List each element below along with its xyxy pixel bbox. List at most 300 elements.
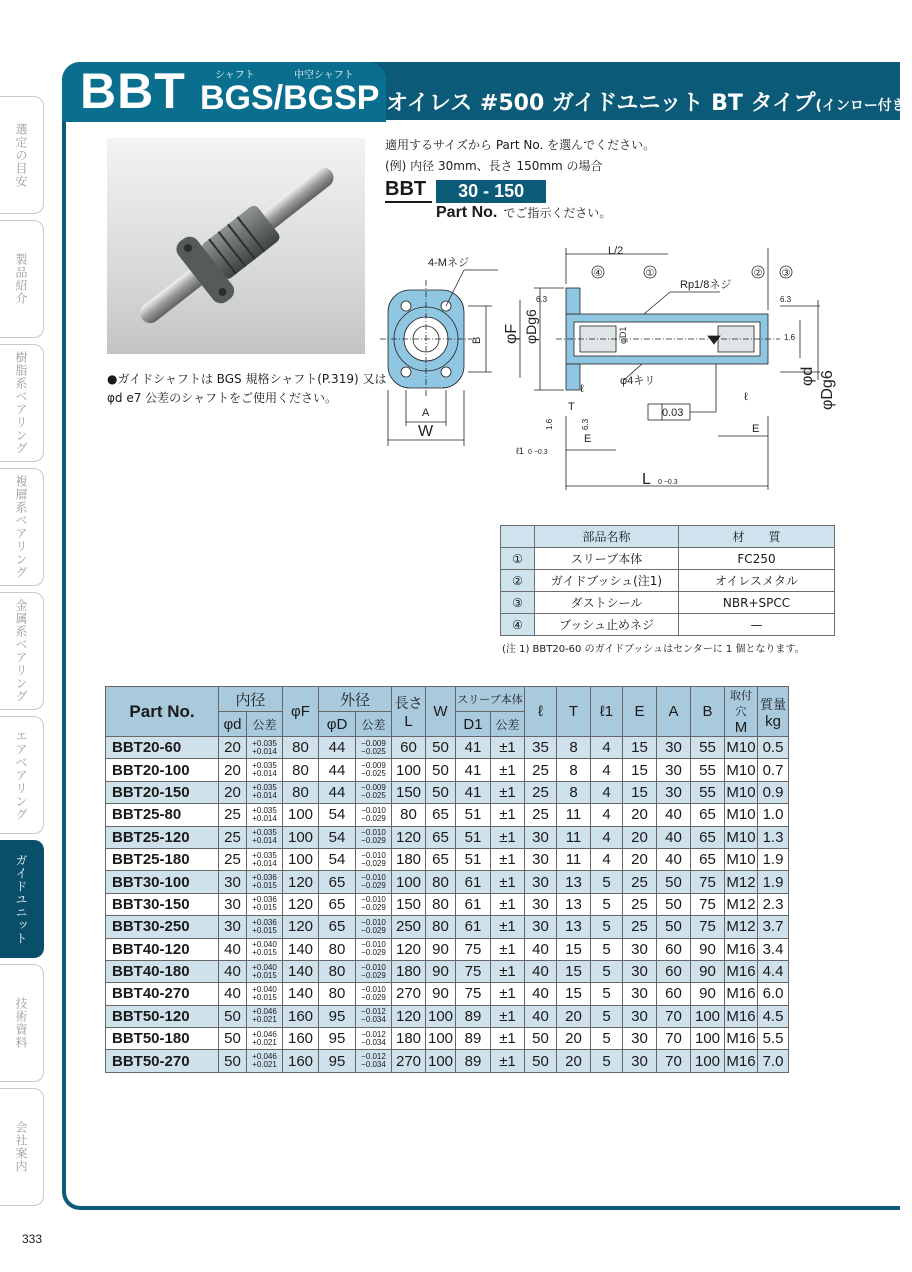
- hdr-mass: 質量 kg: [758, 687, 789, 737]
- hdr-E: E: [623, 687, 657, 737]
- table-row: [106, 1028, 789, 1050]
- cell-D1: 89: [456, 1028, 491, 1050]
- cell-tolerance: −0.012 −0.034: [356, 1005, 392, 1027]
- cell-l1: 4: [591, 737, 623, 759]
- cell-l1: 5: [591, 1050, 623, 1072]
- cell-A: 50: [657, 893, 691, 915]
- cell-kg: 0.9: [758, 781, 789, 803]
- cell-W: 80: [426, 893, 456, 915]
- cell-B: 100: [691, 1005, 725, 1027]
- cell-F: 100: [283, 826, 319, 848]
- cell-W: 65: [426, 848, 456, 870]
- page-number: 333: [22, 1232, 43, 1246]
- cell-W: 100: [426, 1050, 456, 1072]
- cell-M: M10: [725, 781, 758, 803]
- cell-L: 100: [392, 759, 426, 781]
- cell-tolerance: −0.010 −0.029: [356, 871, 392, 893]
- cell-l: 30: [525, 826, 557, 848]
- cell-pm: ±1: [491, 804, 525, 826]
- cell-M: M16: [725, 938, 758, 960]
- cell-tolerance: +0.036 +0.015: [247, 916, 283, 938]
- tab-metal-bearings[interactable]: 金属系ベアリング: [0, 592, 44, 710]
- cell-W: 100: [426, 1005, 456, 1027]
- cell-tolerance: −0.009 −0.025: [356, 759, 392, 781]
- cell-tolerance: +0.040 +0.015: [247, 983, 283, 1005]
- cell-W: 65: [426, 826, 456, 848]
- cell-kg: 5.5: [758, 1028, 789, 1050]
- cell-A: 40: [657, 826, 691, 848]
- cell-pm: ±1: [491, 759, 525, 781]
- cell-B: 75: [691, 871, 725, 893]
- cell-tolerance: +0.035 +0.014: [247, 826, 283, 848]
- cell-M: M12: [725, 916, 758, 938]
- technical-drawing: [380, 240, 850, 498]
- cell-d: 50: [219, 1050, 247, 1072]
- callout-3: ③: [781, 268, 791, 279]
- cell-l1: 4: [591, 804, 623, 826]
- table-row: [106, 781, 789, 803]
- cell-L: 60: [392, 737, 426, 759]
- dim-d: φd: [799, 366, 816, 386]
- cell-part-no: BBT20-60: [106, 737, 219, 759]
- spec-body: [106, 737, 789, 1073]
- cell-F: 100: [283, 804, 319, 826]
- cell-D: 65: [319, 916, 356, 938]
- cell-D: 95: [319, 1028, 356, 1050]
- tab-products[interactable]: 製品紹介: [0, 220, 44, 338]
- table-row: [106, 804, 789, 826]
- cell-kg: 1.9: [758, 871, 789, 893]
- cell-M: M10: [725, 826, 758, 848]
- tab-guide-units[interactable]: ガイドユニット: [0, 840, 44, 958]
- cell-l1: 5: [591, 1005, 623, 1027]
- code-value: 30 - 150: [436, 180, 546, 203]
- cell-tolerance: +0.036 +0.015: [247, 871, 283, 893]
- cell-d: 25: [219, 848, 247, 870]
- cell-D1: 41: [456, 759, 491, 781]
- cell-T: 8: [557, 781, 591, 803]
- cell-B: 65: [691, 848, 725, 870]
- cell-M: M10: [725, 804, 758, 826]
- cell-M: M16: [725, 960, 758, 982]
- cell-tolerance: −0.012 −0.034: [356, 1028, 392, 1050]
- cell-L: 270: [392, 1050, 426, 1072]
- cell-tolerance: −0.010 −0.029: [356, 960, 392, 982]
- cell-d: 40: [219, 983, 247, 1005]
- dim-phiDg6: φDg6: [523, 309, 539, 344]
- cell-W: 80: [426, 871, 456, 893]
- cell-E: 15: [623, 759, 657, 781]
- tab-air-bearings[interactable]: エアベアリング: [0, 716, 44, 834]
- cell-B: 100: [691, 1050, 725, 1072]
- cell-L: 270: [392, 983, 426, 1005]
- cell-pm: ±1: [491, 938, 525, 960]
- cell-D1: 41: [456, 737, 491, 759]
- hdr-B: B: [691, 687, 725, 737]
- cell-kg: 3.7: [758, 916, 789, 938]
- cell-M: M12: [725, 893, 758, 915]
- dim-l1-tol: 0 −0.3: [528, 449, 548, 456]
- table-row: [106, 983, 789, 1005]
- cell-part-no: BBT30-250: [106, 916, 219, 938]
- dim-l: ℓ: [580, 383, 584, 395]
- cell-pm: ±1: [491, 737, 525, 759]
- cell-B: 55: [691, 759, 725, 781]
- cell-part-no: BBT40-120: [106, 938, 219, 960]
- mat-row: ① スリーブ本体 FC250: [501, 548, 835, 570]
- cell-part-no: BBT30-100: [106, 871, 219, 893]
- cell-l1: 4: [591, 848, 623, 870]
- ordering-instruction: 適用するサイズから Part No. を選んでください。: [385, 138, 656, 152]
- tab-company-info[interactable]: 会社案内: [0, 1088, 44, 1206]
- cell-L: 180: [392, 960, 426, 982]
- cell-A: 50: [657, 916, 691, 938]
- cell-tolerance: +0.046 +0.021: [247, 1005, 283, 1027]
- series-title: BBT: [80, 63, 186, 119]
- mat-row: ③ ダストシール NBR+SPCC: [501, 592, 835, 614]
- cell-F: 120: [283, 871, 319, 893]
- cell-M: M10: [725, 737, 758, 759]
- cell-D1: 51: [456, 804, 491, 826]
- hdr-A: A: [657, 687, 691, 737]
- cell-kg: 0.7: [758, 759, 789, 781]
- cell-F: 160: [283, 1050, 319, 1072]
- roughness-left: 6.3: [536, 295, 548, 304]
- roughness-bottom: 1.6: [545, 418, 554, 430]
- dim-half-length: L/2: [608, 245, 624, 257]
- table-row: [106, 848, 789, 870]
- callout-1: ①: [645, 268, 655, 279]
- cell-pm: ±1: [491, 826, 525, 848]
- spec-table: [105, 686, 789, 1073]
- cell-tolerance: +0.035 +0.014: [247, 759, 283, 781]
- cell-E: 20: [623, 826, 657, 848]
- cell-kg: 1.9: [758, 848, 789, 870]
- table-row: [106, 1005, 789, 1027]
- cell-d: 20: [219, 781, 247, 803]
- cell-E: 30: [623, 1028, 657, 1050]
- dim-thread: 4-Mネジ: [428, 257, 469, 269]
- callouts: [592, 266, 792, 279]
- cell-kg: 0.5: [758, 737, 789, 759]
- cell-E: 25: [623, 916, 657, 938]
- cell-A: 70: [657, 1028, 691, 1050]
- hdr-phid: φd: [219, 712, 247, 737]
- cell-l1: 5: [591, 893, 623, 915]
- cell-d: 40: [219, 938, 247, 960]
- roughness-right: 6.3: [780, 295, 792, 304]
- cell-M: M16: [725, 1050, 758, 1072]
- cell-D1: 51: [456, 826, 491, 848]
- cell-D: 54: [319, 804, 356, 826]
- cell-D: 44: [319, 781, 356, 803]
- dim-Dg6-right: φDg6: [819, 370, 836, 410]
- tab-multilayer-bearings[interactable]: 複層系ベアリング: [0, 468, 44, 586]
- hdr-T: T: [557, 687, 591, 737]
- cell-tolerance: −0.010 −0.029: [356, 938, 392, 960]
- cell-D: 44: [319, 737, 356, 759]
- product-photo: [107, 138, 365, 354]
- cell-L: 120: [392, 938, 426, 960]
- cell-T: 13: [557, 871, 591, 893]
- cell-L: 120: [392, 1005, 426, 1027]
- cell-W: 65: [426, 804, 456, 826]
- ordering-code: [385, 178, 546, 203]
- cell-E: 15: [623, 781, 657, 803]
- cell-pm: ±1: [491, 916, 525, 938]
- table-row: [106, 938, 789, 960]
- cell-T: 11: [557, 826, 591, 848]
- cell-W: 50: [426, 781, 456, 803]
- cell-l: 50: [525, 1050, 557, 1072]
- cell-E: 20: [623, 804, 657, 826]
- cell-l: 50: [525, 1028, 557, 1050]
- dim-L-tol: 0 −0.3: [658, 479, 678, 486]
- cell-F: 140: [283, 983, 319, 1005]
- cell-L: 150: [392, 893, 426, 915]
- cell-T: 20: [557, 1005, 591, 1027]
- cell-W: 50: [426, 737, 456, 759]
- cell-l: 25: [525, 759, 557, 781]
- dim-B: B: [471, 336, 483, 344]
- table-row: [106, 759, 789, 781]
- cell-T: 15: [557, 983, 591, 1005]
- cell-pm: ±1: [491, 871, 525, 893]
- cell-E: 30: [623, 938, 657, 960]
- cell-E: 15: [623, 737, 657, 759]
- cell-D: 54: [319, 848, 356, 870]
- cell-D: 44: [319, 759, 356, 781]
- table-row: [106, 871, 789, 893]
- cell-A: 60: [657, 983, 691, 1005]
- hdr-outer: 外径: [319, 687, 392, 712]
- cell-D1: 75: [456, 960, 491, 982]
- cell-d: 20: [219, 759, 247, 781]
- cell-A: 70: [657, 1050, 691, 1072]
- ruby-shaft: シャフト: [215, 70, 255, 81]
- cell-tolerance: −0.010 −0.029: [356, 893, 392, 915]
- cell-kg: 7.0: [758, 1050, 789, 1072]
- cell-tolerance: +0.036 +0.015: [247, 893, 283, 915]
- cell-W: 100: [426, 1028, 456, 1050]
- hdr-length: 長さ L: [392, 687, 426, 737]
- table-row: [106, 1050, 789, 1072]
- cell-D1: 75: [456, 983, 491, 1005]
- cell-part-no: BBT40-270: [106, 983, 219, 1005]
- cell-M: M12: [725, 871, 758, 893]
- cell-M: M10: [725, 848, 758, 870]
- cell-D: 80: [319, 960, 356, 982]
- cell-kg: 1.3: [758, 826, 789, 848]
- cell-B: 55: [691, 737, 725, 759]
- cell-W: 90: [426, 983, 456, 1005]
- shaft-types: BGS/BGSP: [200, 79, 380, 117]
- cell-B: 55: [691, 781, 725, 803]
- cell-tolerance: −0.010 −0.029: [356, 983, 392, 1005]
- cell-part-no: BBT20-100: [106, 759, 219, 781]
- cell-L: 80: [392, 804, 426, 826]
- cell-E: 30: [623, 1050, 657, 1072]
- cell-kg: 4.4: [758, 960, 789, 982]
- cell-T: 15: [557, 938, 591, 960]
- tab-selection-guide[interactable]: 選定の目安: [0, 96, 44, 214]
- cell-d: 20: [219, 737, 247, 759]
- cell-T: 15: [557, 960, 591, 982]
- cell-tolerance: −0.010 −0.029: [356, 848, 392, 870]
- roughness-inner: 1.6: [784, 333, 796, 342]
- cell-pm: ±1: [491, 893, 525, 915]
- cell-M: M16: [725, 1028, 758, 1050]
- table-row: [106, 916, 789, 938]
- cell-F: 160: [283, 1028, 319, 1050]
- cell-l1: 4: [591, 759, 623, 781]
- cell-l: 35: [525, 737, 557, 759]
- dim-l-right: ℓ: [744, 391, 748, 403]
- cell-l: 25: [525, 781, 557, 803]
- hdr-phiD: φD: [319, 712, 356, 737]
- table-row: [106, 737, 789, 759]
- cell-d: 50: [219, 1005, 247, 1027]
- cell-F: 140: [283, 938, 319, 960]
- dim-W: W: [418, 423, 434, 440]
- cell-tolerance: +0.040 +0.015: [247, 960, 283, 982]
- cell-part-no: BBT50-270: [106, 1050, 219, 1072]
- front-view: [380, 270, 498, 446]
- cell-F: 140: [283, 960, 319, 982]
- cell-E: 25: [623, 871, 657, 893]
- cell-kg: 2.3: [758, 893, 789, 915]
- hdr-l1: ℓ1: [591, 687, 623, 737]
- table-row: [106, 893, 789, 915]
- cell-T: 13: [557, 893, 591, 915]
- cell-A: 30: [657, 781, 691, 803]
- cell-D1: 61: [456, 893, 491, 915]
- cell-W: 90: [426, 938, 456, 960]
- cell-l1: 4: [591, 781, 623, 803]
- cell-L: 250: [392, 916, 426, 938]
- cell-W: 50: [426, 759, 456, 781]
- cell-B: 75: [691, 893, 725, 915]
- cell-T: 8: [557, 737, 591, 759]
- ruby-hollow-shaft: 中空シャフト: [294, 70, 354, 81]
- cell-B: 100: [691, 1028, 725, 1050]
- cell-tolerance: −0.012 −0.034: [356, 1050, 392, 1072]
- cell-tolerance: +0.035 +0.014: [247, 848, 283, 870]
- cell-pm: ±1: [491, 1028, 525, 1050]
- dim-drill: φ4キリ: [620, 375, 656, 387]
- mat-header-no: [501, 526, 535, 548]
- cell-D: 95: [319, 1050, 356, 1072]
- cell-D1: 51: [456, 848, 491, 870]
- callout-2: ②: [753, 268, 763, 279]
- cell-l: 30: [525, 893, 557, 915]
- cell-part-no: BBT40-180: [106, 960, 219, 982]
- cell-F: 120: [283, 893, 319, 915]
- cell-D1: 41: [456, 781, 491, 803]
- tab-technical-data[interactable]: 技術資料: [0, 964, 44, 1082]
- cell-E: 30: [623, 983, 657, 1005]
- hdr-mount: 取付穴 M: [725, 687, 758, 737]
- cell-pm: ±1: [491, 781, 525, 803]
- hdr-tol: 公差: [247, 712, 283, 737]
- cell-d: 50: [219, 1028, 247, 1050]
- cell-D1: 89: [456, 1005, 491, 1027]
- cell-tolerance: +0.040 +0.015: [247, 938, 283, 960]
- cell-l1: 5: [591, 1028, 623, 1050]
- dim-E-right: E: [752, 423, 760, 435]
- cell-D: 54: [319, 826, 356, 848]
- cell-F: 120: [283, 916, 319, 938]
- cell-tolerance: +0.046 +0.021: [247, 1050, 283, 1072]
- cell-l: 40: [525, 983, 557, 1005]
- cell-W: 90: [426, 960, 456, 982]
- tab-resin-bearings[interactable]: 樹脂系ベアリング: [0, 344, 44, 462]
- cell-D: 95: [319, 1005, 356, 1027]
- cell-l: 40: [525, 1005, 557, 1027]
- cell-T: 20: [557, 1028, 591, 1050]
- hdr-part-no: Part No.: [106, 687, 219, 737]
- cell-l1: 4: [591, 826, 623, 848]
- cell-L: 150: [392, 781, 426, 803]
- cell-D: 80: [319, 938, 356, 960]
- mat-row: ④ ブッシュ止めネジ —: [501, 614, 835, 636]
- cell-E: 30: [623, 960, 657, 982]
- cell-W: 80: [426, 916, 456, 938]
- cell-F: 160: [283, 1005, 319, 1027]
- ordering-example: (例) 内径 30mm、長さ 150mm の場合: [385, 159, 603, 173]
- page-subtitle: オイレス #500 ガイドユニット BT タイプ(インロー付き): [386, 91, 912, 116]
- cell-kg: 1.0: [758, 804, 789, 826]
- cell-M: M16: [725, 983, 758, 1005]
- cell-part-no: BBT25-180: [106, 848, 219, 870]
- cell-part-no: BBT50-120: [106, 1005, 219, 1027]
- cell-A: 40: [657, 848, 691, 870]
- cell-A: 30: [657, 759, 691, 781]
- dim-l1: ℓ1: [516, 446, 524, 456]
- cell-l1: 5: [591, 938, 623, 960]
- cell-B: 90: [691, 960, 725, 982]
- cell-A: 40: [657, 804, 691, 826]
- cell-A: 60: [657, 960, 691, 982]
- dim-T: T: [568, 401, 575, 413]
- cell-E: 20: [623, 848, 657, 870]
- cell-F: 100: [283, 848, 319, 870]
- dim-phiF: φF: [503, 323, 520, 344]
- part-no-label: Part No. でご指示ください。: [436, 204, 612, 221]
- cell-A: 30: [657, 737, 691, 759]
- cell-B: 90: [691, 938, 725, 960]
- cell-D1: 89: [456, 1050, 491, 1072]
- cell-T: 11: [557, 848, 591, 870]
- cell-E: 25: [623, 893, 657, 915]
- cell-tolerance: +0.035 +0.014: [247, 781, 283, 803]
- hdr-tol3: 公差: [491, 712, 525, 737]
- mat-header-material: 材 質: [679, 526, 835, 548]
- dim-E: E: [584, 433, 592, 445]
- cell-d: 30: [219, 893, 247, 915]
- hdr-phiF: φF: [283, 687, 319, 737]
- cell-B: 75: [691, 916, 725, 938]
- cell-F: 80: [283, 759, 319, 781]
- cell-l: 30: [525, 848, 557, 870]
- cell-A: 50: [657, 871, 691, 893]
- cell-d: 25: [219, 826, 247, 848]
- roughness-bottom-2: 6.3: [581, 418, 590, 430]
- cell-B: 65: [691, 804, 725, 826]
- cell-l: 30: [525, 871, 557, 893]
- cell-A: 70: [657, 1005, 691, 1027]
- cell-T: 20: [557, 1050, 591, 1072]
